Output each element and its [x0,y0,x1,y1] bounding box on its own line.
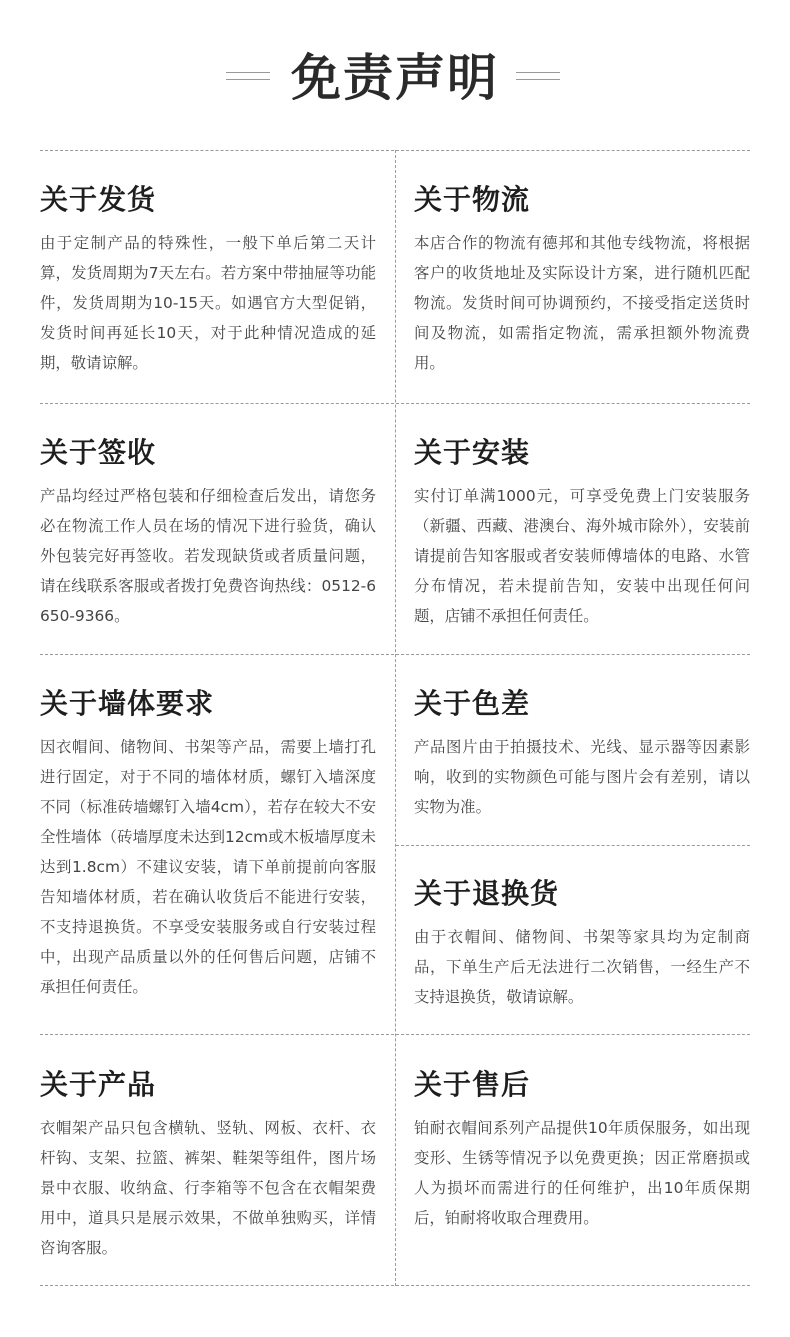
title-decoration-right [516,72,560,80]
section-body: 铂耐衣帽间系列产品提供10年质保服务，如出现变形、生锈等情况予以免费更换；因正常磨损或人为损坏而需进行的任何维护，出10年质保期后，铂耐将收取合理费用。 [414,1119,750,1227]
section-title: 关于墙体要求 [40,687,215,720]
section-body: 由于衣帽间、储物间、书架等家具均为定制商品，下单生产后无法进行二次销售，一经生产不支持退换货，敬请谅解。 [414,928,750,1006]
section-title: 关于色差 [414,687,531,720]
section-color [414,684,750,822]
section-body: 本店合作的物流有德邦和其他专线物流，将根据客户的收货地址及实际设计方案，进行随机匹配物流。发货时间可协调预约，不接受指定送货时间及物流，如需指定物流，需承担额外物流费用。 [414,234,750,372]
section-shipping [40,180,376,378]
divider [396,845,750,846]
section-title: 关于安装 [414,436,531,469]
section-aftersales [414,1065,750,1233]
section-installation [414,433,750,631]
section-body: 由于定制产品的特殊性，一般下单后第二天计算，发货周期为7天左右。若方案中带抽屉等功能件，发货周期为10-15天。如遇官方大型促销，发货时间再延长10天，对于此种情况造成的延期，敬请谅解。 [40,234,376,372]
section-product [40,1065,376,1263]
section-body: 实付订单满1000元，可享受免费上门安装服务（新疆、西藏、港澳台、海外城市除外），安装前请提前告知客服或者安装师傅墙体的电路、水管分布情况，若未提前告知，安装中出现任何问题，店铺不承担任何责任。 [414,487,750,625]
section-logistics [414,180,750,378]
section-body: 因衣帽间、储物间、书架等产品，需要上墙打孔进行固定，对于不同的墙体材质，螺钉入墙深度不同（标准砖墙螺钉入墙4cm），若存在较大不安全性墙体（砖墙厚度未达到12cm或木板墙厚度未达到1.8cm）不建议安装，请下单前提前向客服告知墙体材质，若在确认收货后不能进行安装，不支持退换货。不享受安装服务或自行安装过程中，出现产品质量以外的任何售后问题，店铺不承担任何责任。 [40,738,376,996]
section-title: 关于售后 [414,1068,531,1101]
section-title: 关于物流 [414,183,531,216]
section-title: 关于发货 [40,183,157,216]
section-receipt [40,433,376,631]
section-body: 产品均经过严格包装和仔细检查后发出，请您务必在物流工作人员在场的情况下进行验货，确认外包装完好再签收。若发现缺货或者质量问题，请在线联系客服或者拨打免费咨询热线：0512-6650-9366。 [40,487,376,625]
section-body: 产品图片由于拍摄技术、光线、显示器等因素影响，收到的实物颜色可能与图片会有差别，请以实物为准。 [414,738,750,816]
section-title: 关于退换货 [414,877,560,910]
column-divider [395,150,396,1286]
page-title: 免责声明 [291,49,499,107]
page-header [0,0,790,150]
section-wall [40,684,376,1002]
section-title: 关于产品 [40,1068,157,1101]
section-body: 衣帽架产品只包含横轨、竖轨、网板、衣杆、衣杆钩、支架、拉篮、裤架、鞋架等组件，图片场景中衣服、收纳盒、行李箱等不包含在衣帽架费用中，道具只是展示效果，不做单独购买，详情咨询客服。 [40,1119,376,1257]
section-title: 关于签收 [40,436,157,469]
section-returns [414,874,750,1012]
